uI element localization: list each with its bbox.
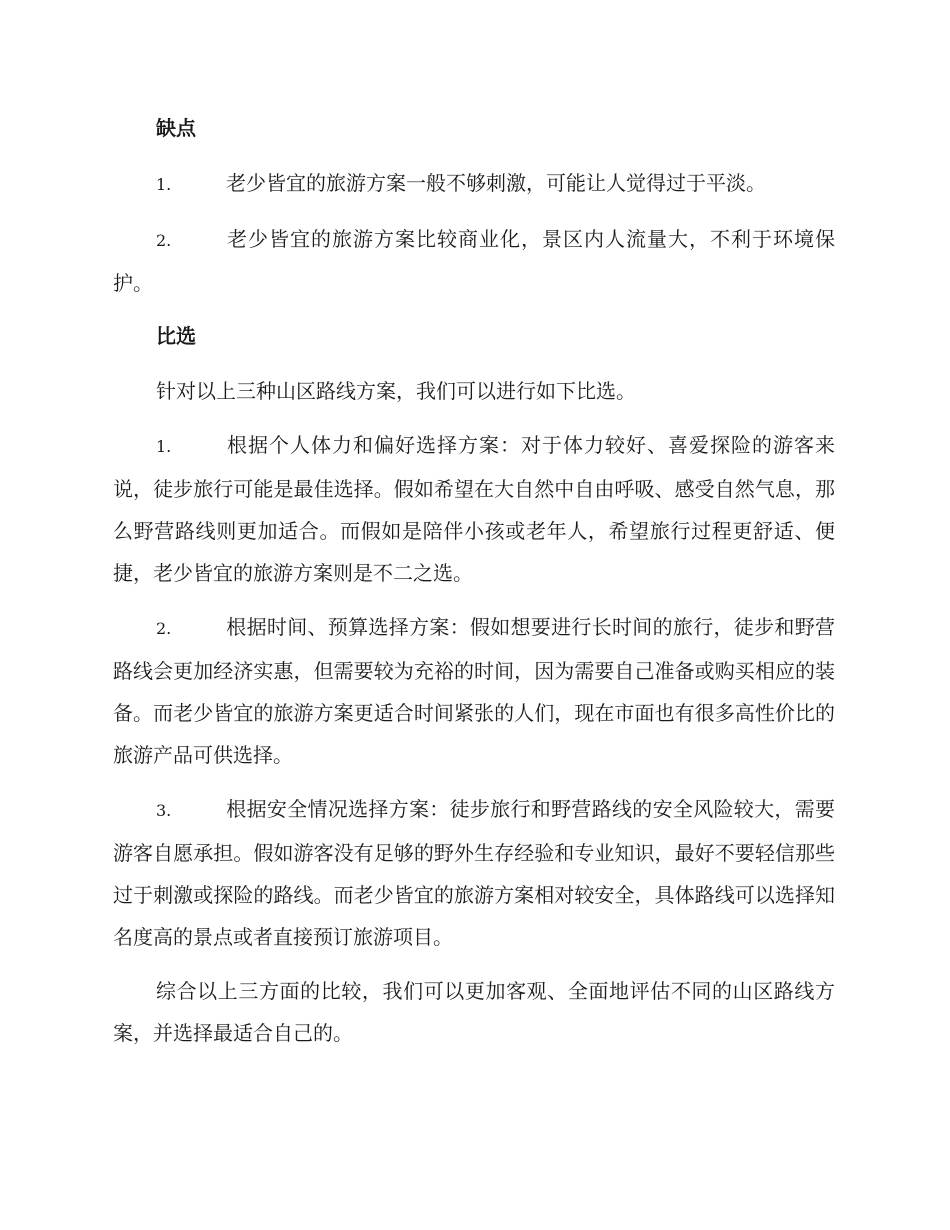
list-item	[113, 788, 835, 958]
list-item-text: 根据时间、预算选择方案：假如想要进行长时间的旅行，徒步和野营路线会更加经济实惠，但需要较为充裕的时间，因为需要自己准备或购买相应的装备。而老少皆宜的旅游方案更适合时间紧张的人们，现在市面也有很多高性价比的旅游产品可供选择。	[113, 615, 835, 767]
list-item-text: 根据个人体力和偏好选择方案：对于体力较好、喜爱探险的游客来说，徒步旅行可能是最佳选择。假如希望在大自然中自由呼吸、感受自然气息，那么野营路线则更加适合。而假如是陪伴小孩或老年人，希望旅行过程更舒适、便捷，老少皆宜的旅游方案则是不二之选。	[113, 433, 835, 585]
list-item	[113, 218, 835, 304]
list-item-number: 3.	[156, 801, 172, 820]
list-item-text: 老少皆宜的旅游方案比较商业化，景区内人流量大，不利于环境保护。	[113, 227, 835, 295]
list-item	[113, 606, 835, 776]
list-item-text: 老少皆宜的旅游方案一般不够刺激，可能让人觉得过于平淡。	[226, 171, 766, 195]
section-heading-disadvantages: 缺点	[156, 116, 196, 140]
document-page	[113, 108, 835, 1066]
list-item	[113, 162, 835, 206]
list-item	[113, 424, 835, 594]
list-item-number: 2.	[156, 231, 172, 250]
section-heading-comparison: 比选	[156, 324, 196, 348]
list-item-number: 1.	[156, 175, 172, 194]
comparison-conclusion: 综合以上三方面的比较，我们可以更加客观、全面地评估不同的山区路线方案，并选择最适合自己的。	[113, 979, 835, 1045]
list-item-number: 2.	[156, 619, 172, 638]
list-item-text: 根据安全情况选择方案：徒步旅行和野营路线的安全风险较大，需要游客自愿承担。假如游客没有足够的野外生存经验和专业知识，最好不要轻信那些过于刺激或探险的路线。而老少皆宜的旅游方案相对较安全，具体路线可以选择知名度高的景点或者直接预订旅游项目。	[113, 797, 835, 949]
list-item-number: 1.	[156, 437, 172, 456]
comparison-intro: 针对以上三种山区路线方案，我们可以进行如下比选。	[156, 379, 636, 403]
